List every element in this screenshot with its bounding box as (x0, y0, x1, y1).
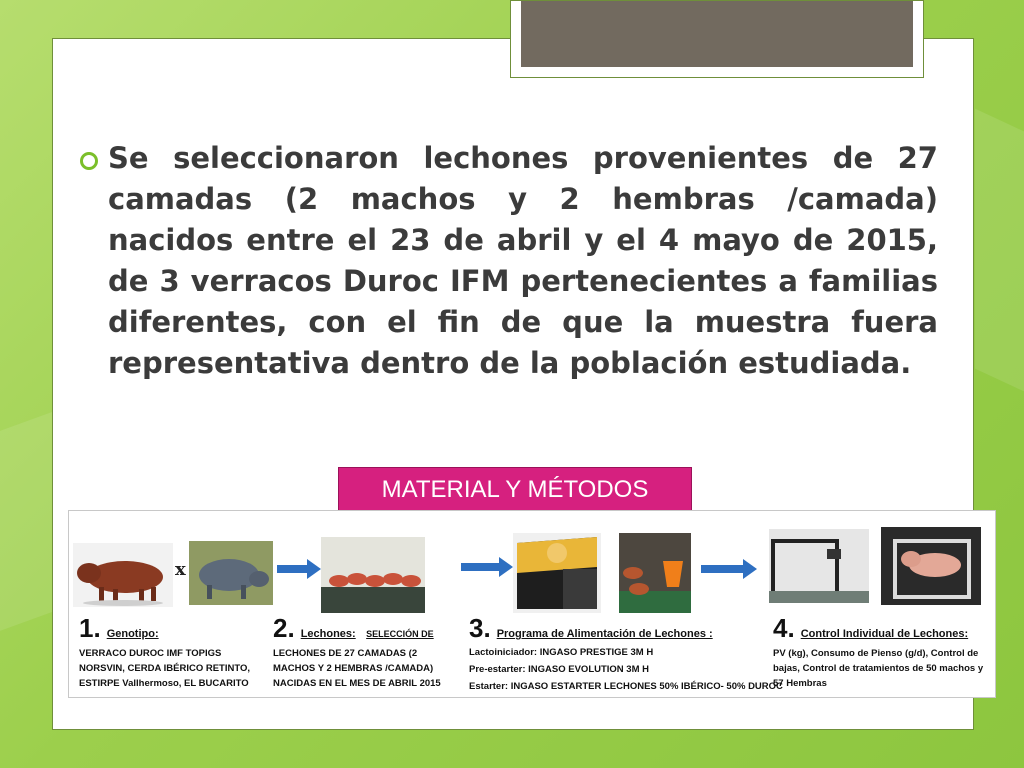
step-title: Lechones: (300, 628, 356, 640)
pig-on-scale-photo (881, 527, 981, 605)
feeding-line: Lactoiniciador: INGASO PRESTIGE 3M H (469, 647, 654, 658)
piglets-pen-photo (321, 537, 425, 613)
section-label-text: MATERIAL Y MÉTODOS (381, 476, 649, 503)
title-bar (521, 1, 913, 67)
bullet-paragraph: Se seleccionaron lechones provenientes de 27 camadas (2 machos y 2 hembras /camada) nacidos entre el 23 de abril y el 4 mayo de 2015, de 3 verracos Duroc IFM pertenecientes a familias diferentes, con el fin de que la muestra fuera representativa dentro de la población estudiada. (108, 141, 938, 380)
bullet-circle-icon (80, 152, 98, 170)
duroc-boar-photo (73, 543, 173, 607)
piglets-feeder-photo (619, 533, 691, 613)
step-description: VERRACO DUROC IMF TOPIGS NORSVIN, CERDA IBÉRICO RETINTO, ESTIRPE Vallhermoso, EL BUCARITO (79, 648, 251, 689)
feeding-line: Pre-estarter: INGASO EVOLUTION 3M H (469, 664, 650, 675)
step-description: PV (kg), Consumo de Pienso (g/d), Control de bajas, Control de tratamientos de 50 machos y 57 Hembras (773, 648, 984, 689)
step-number: 2. (273, 613, 295, 643)
title-placeholder (510, 0, 924, 78)
weighing-crate-photo (769, 529, 869, 603)
arrow-icon (461, 557, 513, 577)
background-decoration (0, 409, 60, 631)
step-title: Programa de Alimentación de Lechones : (496, 628, 713, 640)
iberian-sow-photo (189, 541, 273, 605)
step-description: LECHONES DE 27 CAMADAS (2 MACHOS Y 2 HEMBRAS /CAMADA) NACIDAS EN EL MES DE ABRIL 2015 (273, 648, 441, 689)
cross-symbol: x (175, 559, 186, 580)
step-title: Genotipo: (106, 628, 159, 640)
arrow-icon (701, 559, 757, 579)
step-feeding-program (469, 613, 783, 695)
step-individual-control (773, 613, 991, 691)
step-number: 3. (469, 613, 491, 643)
step-title-extra: SELECCIÓN DE (366, 629, 434, 639)
methods-panel (68, 510, 996, 698)
step-genotype (79, 613, 269, 691)
feeding-line: Estarter: INGASO ESTARTER LECHONES 50% IBÉRICO- 50% DUROC (469, 681, 783, 692)
arrow-icon (277, 559, 321, 579)
step-title: Control Individual de Lechones: (800, 628, 969, 640)
feed-bag-photo (513, 533, 601, 613)
step-piglets (273, 613, 459, 691)
background-decoration (975, 109, 1024, 392)
step-number: 1. (79, 613, 101, 643)
section-label (338, 467, 692, 513)
step-number: 4. (773, 613, 795, 643)
